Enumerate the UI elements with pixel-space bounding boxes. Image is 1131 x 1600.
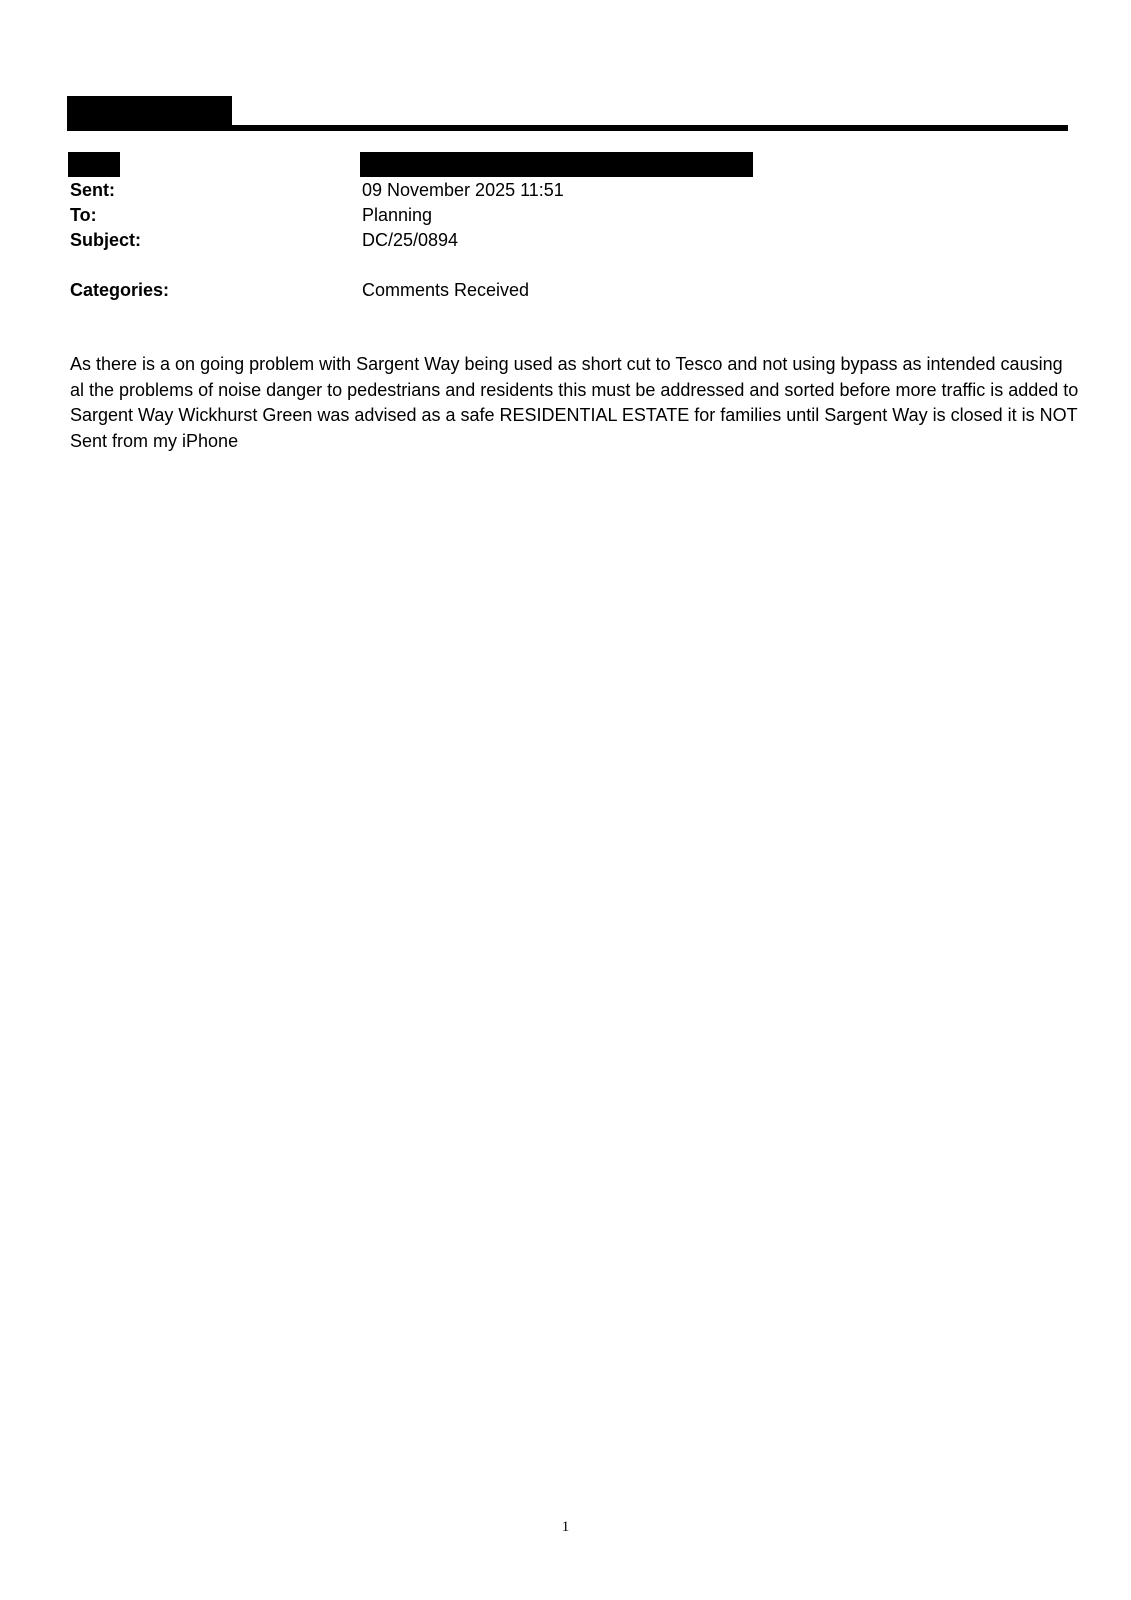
subject-label: Subject: <box>70 230 142 250</box>
subject-row <box>70 228 1070 252</box>
categories-value: Comments Received <box>362 280 530 300</box>
sender-name-redaction <box>67 96 232 128</box>
sent-value: 09 November 2025 11:51 <box>362 180 564 200</box>
categories-label: Categories: <box>70 280 170 300</box>
to-value: Planning <box>362 205 433 225</box>
page-number: 1 <box>561 1519 570 1535</box>
sent-label: Sent: <box>70 180 115 200</box>
to-row <box>70 203 1070 227</box>
from-value-redaction <box>360 152 753 177</box>
email-body-text: As there is a on going problem with Sargent Way being used as short cut to Tesco and not using bypass as intended causing al the problems of noise danger to pedestrians and residents this must be addressed and sorted before more traffic is added to Sargent Way Wickhurst Green was advised as a safe RESIDENTIAL ESTATE for families until Sargent Way is closed it is NOT Sent from my iPhone <box>70 354 1079 451</box>
from-label-redaction <box>68 152 120 177</box>
header-rule <box>67 125 1068 131</box>
sent-row <box>70 178 1070 202</box>
categories-row <box>70 278 1070 302</box>
subject-value: DC/25/0894 <box>362 230 459 250</box>
to-label: To: <box>70 205 97 225</box>
